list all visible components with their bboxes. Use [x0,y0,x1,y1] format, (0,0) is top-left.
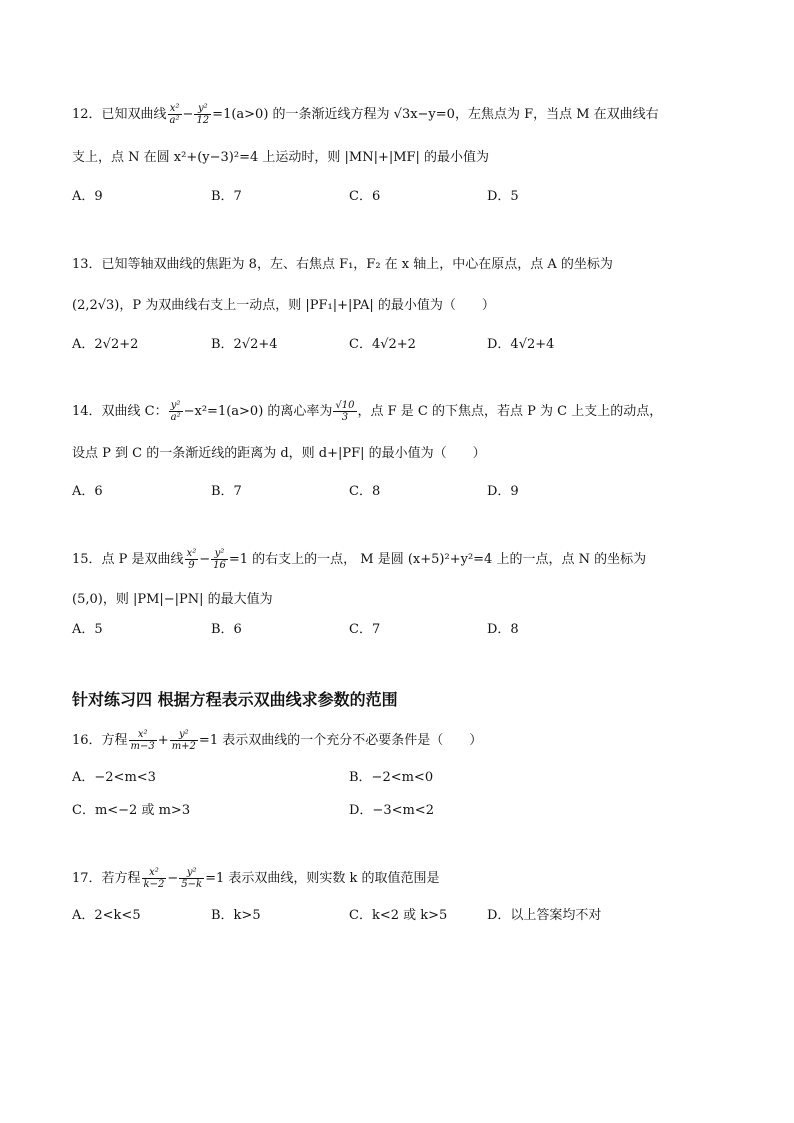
q15-line2: (5,0)，则 |PM|−|PN| 的最大值为 [72,592,273,607]
q16-option-d[interactable]: D．−3<m<2 [349,803,434,818]
q13-option-b[interactable]: B．2√2+4 [211,337,278,352]
q14-text-a: 14．双曲线 C： [72,404,168,419]
q15-option-a[interactable]: A．5 [72,622,103,637]
q17-fraction-2: $\frac{\text{y²}}{5-k}$ [181,867,203,890]
q14-option-c[interactable]: C．8 [349,484,381,499]
q14-text-c: ，点 F 是 C 的下焦点，若点 P 为 C 上支上的动点， [357,404,663,419]
q14-line2: 设点 P 到 C 的一条渐近线的距离为 d，则 d+|PF| 的最小值为（ ） [72,446,486,461]
section-title: 针对练习四 根据方程表示双曲线求参数的范围 [72,690,398,709]
q17-text-a: 17．若方程 [72,871,141,886]
q16-line1: 16．方程 $\frac{\text{x²}}{m-3}$ + $\frac{\text{y²}}{m+2}$ =1 表示双曲线的一个充分不必要条件是（ ） [72,729,483,752]
q17-option-a[interactable]: A．2<k<5 [72,908,141,923]
q15-fraction-1: $\frac{\text{x²}}{9}$ [186,548,197,571]
q14-line1 [72,399,662,425]
q15-option-b[interactable]: B．6 [211,622,242,637]
q15-option-d[interactable]: D．8 [487,622,519,637]
q16-option-a[interactable]: A．−2<m<3 [72,770,156,785]
q16-option-b[interactable]: B．−2<m<0 [349,770,434,785]
q16-fraction-2: $\frac{\text{y²}}{m+2}$ [171,729,196,752]
q16-text-a: 16．方程 [72,733,128,748]
q13-line1: 13．已知等轴双曲线的焦距为 8，左、右焦点 F₁，F₂ 在 x 轴上，中心在原点，点 A 的坐标为 [72,257,613,272]
q14-option-b[interactable]: B．7 [211,484,242,499]
q17-fraction-1: $\frac{\text{x²}}{k-2}$ [143,867,165,890]
q14-fraction-1: $\frac{\text{y²}}{\text{a²}}$ [170,400,181,423]
q16-option-c[interactable]: C．m<−2 或 m>3 [72,803,191,818]
q12-line2: 支上，点 N 在圆 x²+(y−3)²=4 上运动时，则 |MN|+|MF| 的最小值为 [72,150,490,165]
q16-fraction-1: $\frac{\text{x²}}{m-3}$ [130,729,155,752]
q14-fraction-2: $\frac{√10}{3}$ [335,400,355,423]
q12-option-b[interactable]: B．7 [211,189,242,204]
q14-option-a[interactable]: A．6 [72,484,103,499]
q13-option-a[interactable]: A．2√2+2 [72,337,139,352]
q12-fraction-2: $\frac{\text{y²}}{12}$ [196,103,210,126]
q12-fraction-1: $\frac{\text{x²}}{\text{a²}}$ [169,103,180,126]
q17-text-b: =1 表示双曲线，则实数 k 的取值范围是 [205,871,440,886]
q12-option-d[interactable]: D．5 [487,189,519,204]
q13-option-d[interactable]: D．4√2+4 [487,337,555,352]
q12-option-c[interactable]: C．6 [349,189,381,204]
q15-text-a: 15．点 P 是双曲线 [72,552,184,567]
q13-option-c[interactable]: C．4√2+2 [349,337,416,352]
q12-text-a: 12．已知双曲线 [72,107,167,122]
q16-text-b: =1 表示双曲线的一个充分不必要条件是（ ） [198,733,483,748]
q12-line1: 12．已知双曲线 $\frac{\text{x²}}{\text{a²}}$ − $\frac{\text{y²}}{12}$ =1(a>0) 的一条渐近线方程为 √3x−y=0，左焦点为 F，当点 M 在双曲线右 [72,103,659,126]
q15-line1: 15．点 P 是双曲线 $\frac{\text{x²}}{9}$ − $\frac{\text{y²}}{16}$ =1 的右支上的一点， M 是圆 (x+5)²+y²=4 上的一点，点 N 的坐标为 [72,548,647,571]
q14-text-b: −x²=1(a>0) 的离心率为 [183,404,333,419]
q17-option-d[interactable]: D．以上答案均不对 [487,908,602,923]
q12-option-a[interactable]: A．9 [72,189,103,204]
q17-option-b[interactable]: B．k>5 [211,908,261,923]
q14-option-d[interactable]: D．9 [487,484,519,499]
q15-text-b: =1 的右支上的一点， M 是圆 (x+5)²+y²=4 上的一点，点 N 的坐标为 [228,552,647,567]
q15-option-c[interactable]: C．7 [349,622,381,637]
q17-line1: 17．若方程 $\frac{\text{x²}}{k-2}$ − $\frac{\text{y²}}{5-k}$ =1 表示双曲线，则实数 k 的取值范围是 [72,867,440,890]
q13-line2: (2,2√3)，P 为双曲线右支上一动点，则 |PF₁|+|PA| 的最小值为（ ） [72,298,495,313]
q12-text-b: =1(a>0) 的一条渐近线方程为 √3x−y=0，左焦点为 F，当点 M 在双曲线右 [212,107,659,122]
q15-fraction-2: $\frac{\text{y²}}{16}$ [213,548,226,571]
q17-option-c[interactable]: C．k<2 或 k>5 [349,908,448,923]
